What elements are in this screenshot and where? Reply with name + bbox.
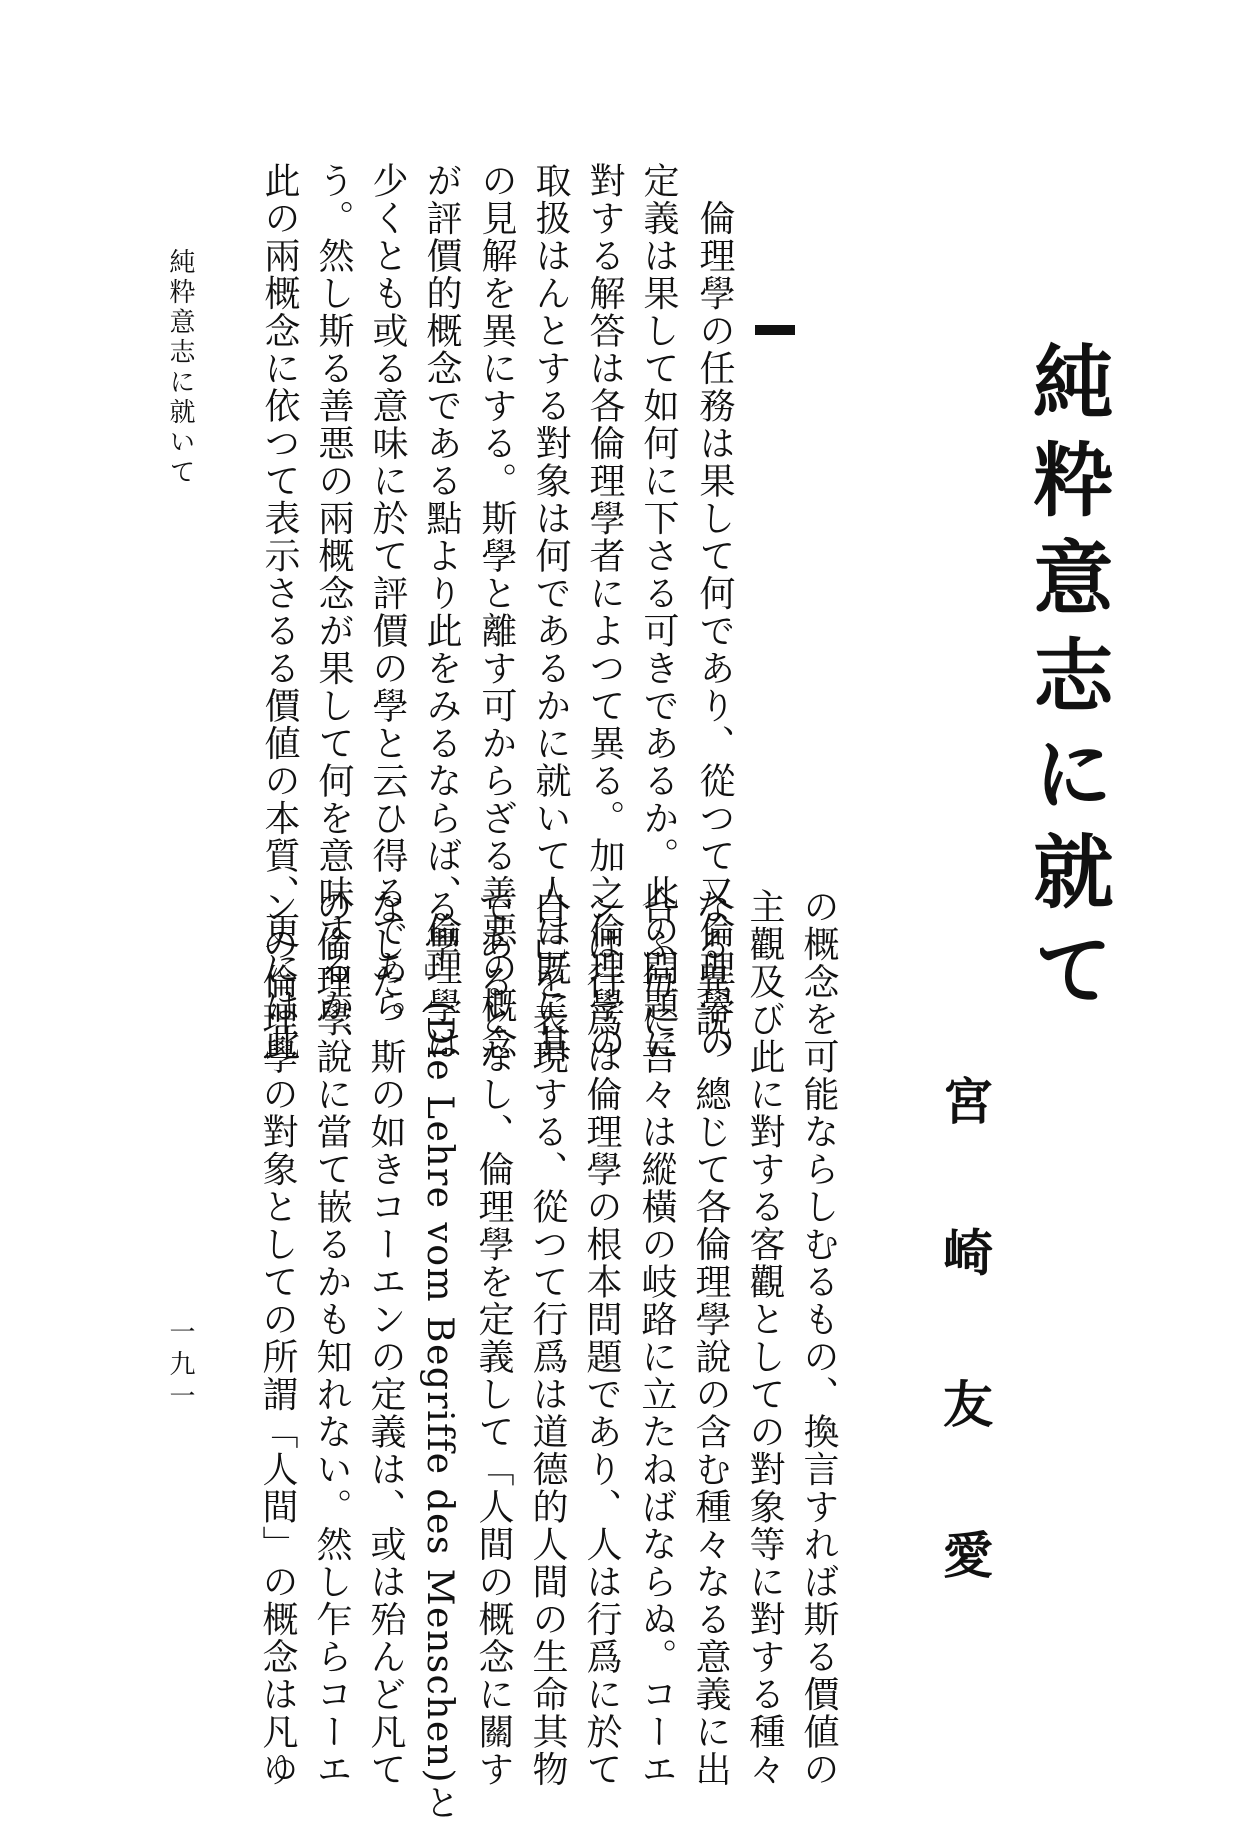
body-column: う。然し斯る善悪の兩概念が果して何を意味するか、 [313,162,354,1062]
body-column: なる異說、總じて各倫理學說の含む種々なる意義に出 [690,888,731,1788]
article-title: 純粋意志に就て [1020,340,1114,1026]
body-column: が評價的概念である點より此をみるならば、倫理學は [421,162,462,1062]
body-column: 定義は果して如何に下さる可きであるか。此の問題に [638,162,679,1062]
author-name: 宮 崎 友 愛 [935,1075,994,1622]
body-column: 少くとも或る意味に於て評價の學と云ひ得るであら [367,162,408,1025]
body-column: 取扱はんとする對象は何であるかに就いて人は既に其 [530,162,571,1062]
body-column: であるとなし、倫理學を定義して「人間の概念に關す [473,888,514,1788]
body-column: なした。斯の如きコーエンの定義は、或は殆んど凡て [365,888,406,1788]
body-column: ンの倫理學の對象としての所謂「人間」の概念は凡ゆ [257,888,298,1788]
body-column: 此の兩概念に依つて表示さるる價値の本質、更には此 [259,162,300,1062]
section-number-mark [755,325,795,335]
body-column: 主觀及び此に對する客觀としての對象等に對する種々 [744,888,785,1788]
body-column: 倫理學の任務は果して何であり、從つて又倫理學の [694,162,735,1062]
running-header: 純粋意志に就いて [165,248,195,488]
page-number: 一九一 [165,1318,195,1414]
body-column: の概念を可能ならしむるもの、換言すれば斯る價値の [798,888,839,1788]
body-column: 自己を表現する、從つて行爲は道德的人間の生命其物 [527,888,568,1788]
body-column: ンは行爲は倫理學の根本問題であり、人は行爲に於て [581,888,622,1788]
body-column: の倫理學說に當て嵌るかも知れない。然し乍らコーエ [311,888,352,1788]
body-column: 對する解答は各倫理學者によつて異る。加之倫理學の [584,162,625,1062]
body-column: る學」(Die Lehre vom Begriffe des Menschen)と [419,888,460,1822]
body-column: 合ふ毎に吾々は縱橫の岐路に立たねばならぬ。コーエ [636,888,677,1788]
body-column: の見解を異にする。斯學と離す可からざる善悪の概念 [476,162,517,1062]
